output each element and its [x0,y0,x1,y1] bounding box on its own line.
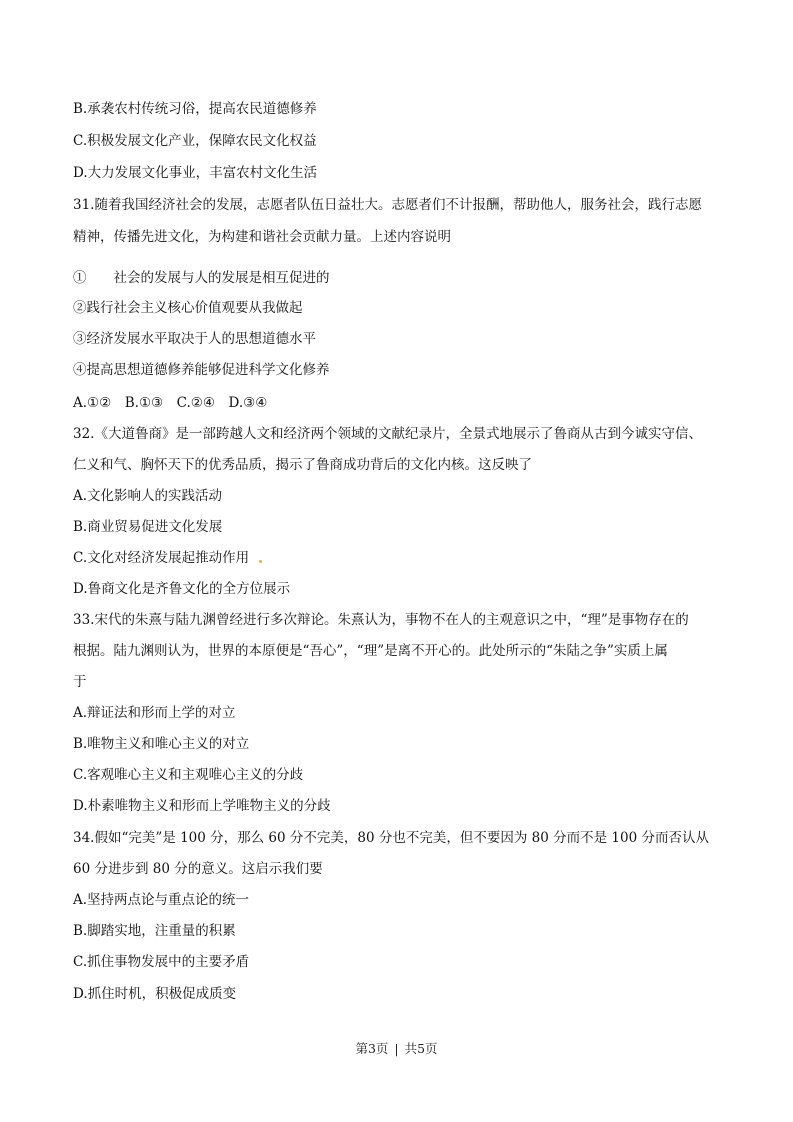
question-34-stem: 34.假如“完美”是 100 分，那么 60 分不完美，80 分也不完美，但不要因为 80 分而不是 100 分而否认从 [73,830,709,846]
option-c: C.文化对经济发展起推动作用 [73,550,250,566]
question-33-stem-cont: 于 [73,674,87,690]
option-d: D.大力发展文化事业，丰富农村文化生活 [73,165,318,181]
option-d: D.朴素唯物主义和形而上学唯物主义的分歧 [73,798,331,814]
page-footer [0,1040,793,1058]
option-d: D.抓住时机，积极促成质变 [73,986,237,1002]
statement-3: ③经济发展水平取决于人的思想道德水平 [73,331,316,347]
ink-dot-mark [259,560,262,563]
option-a: A.坚持两点论与重点论的统一 [73,892,250,908]
statement-1: ① 社会的发展与人的发展是相互促进的 [73,270,330,286]
option-a: A.文化影响人的实践活动 [73,488,223,504]
total-pages: 共5页 [404,1041,438,1056]
option-c: C.抓住事物发展中的主要矛盾 [73,954,250,970]
option-a: A.辩证法和形而上学的对立 [73,705,236,721]
statement-2: ②践行社会主义核心价值观要从我做起 [73,300,303,316]
question-34-stem-cont: 60 分进步到 80 分的意义。这启示我们要 [73,861,323,877]
question-31-stem: 31.随着我国经济社会的发展，志愿者队伍日益壮大。志愿者们不计报酬，帮助他人，服务社会，践行志愿 [73,197,702,213]
option-b: B.承袭农村传统习俗，提高农民道德修养 [73,101,317,117]
option-b: B.唯物主义和唯心主义的对立 [73,736,250,752]
question-33-stem: 33.宋代的朱熹与陆九渊曾经进行多次辩论。朱熹认为，事物不在人的主观意识之中，“理”是事物存在的 [73,612,689,628]
footer-separator: | [394,1041,399,1056]
option-b: B.商业贸易促进文化发展 [73,519,223,535]
question-32-stem-cont: 仁义和气、胸怀天下的优秀品质，揭示了鲁商成功背后的文化内核。这反映了 [73,457,532,473]
option-c: C.积极发展文化产业，保障农民文化权益 [73,133,317,149]
question-31-stem-cont: 精神，传播先进文化，为构建和谐社会贡献力量。上述内容说明 [73,229,451,245]
option-b: B.脚踏实地，注重量的积累 [73,923,236,939]
question-32-stem: 32.《大道鲁商》是一部跨越人文和经济两个领域的文献纪录片，全景式地展示了鲁商从古到今诚实守信、 [73,426,702,442]
question-33-stem-cont: 根据。陆九渊则认为，世界的本原便是“吾心”，“理”是离不开心的。此处所示的“朱陆之争”实质上属 [73,643,668,659]
statement-4: ④提高思想道德修养能够促进科学文化修养 [73,362,330,378]
option-c: C.客观唯心主义和主观唯心主义的分歧 [73,767,304,783]
question-31-options: A.①② B.①③ C.②④ D.③④ [73,395,268,411]
current-page-number: 第3页 [355,1041,389,1056]
option-d: D.鲁商文化是齐鲁文化的全方位展示 [73,581,291,597]
